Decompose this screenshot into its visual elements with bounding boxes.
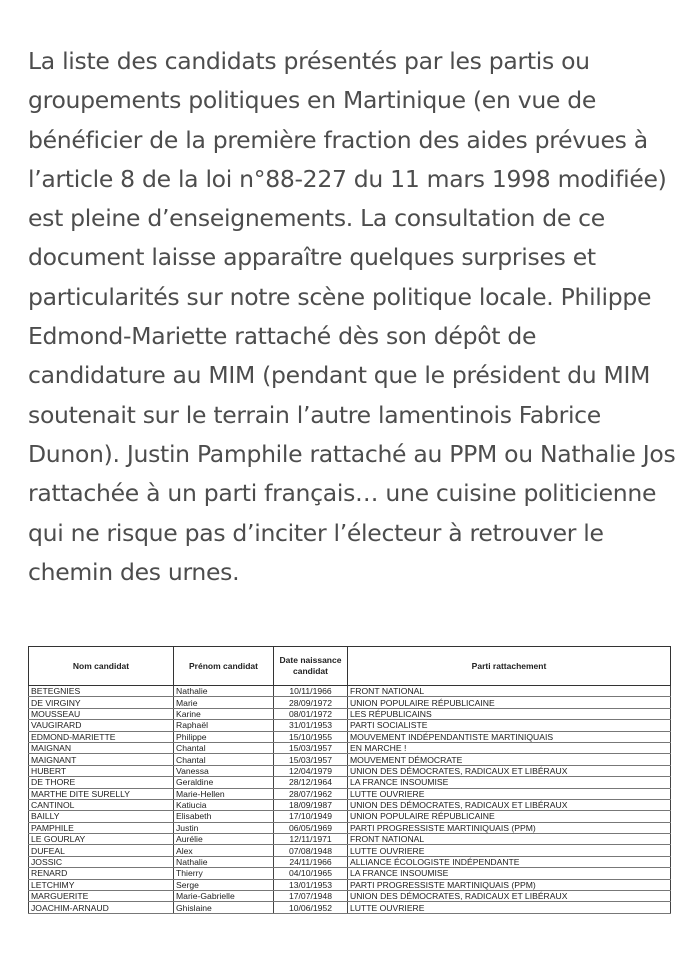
cell-prenom: Serge — [174, 879, 274, 890]
table-row — [29, 822, 671, 833]
cell-prenom: Marie-Hellen — [174, 788, 274, 799]
cell-parti: UNION DES DÉMOCRATES, RADICAUX ET LIBÉRAUX — [348, 891, 671, 902]
table-row — [29, 731, 671, 742]
cell-parti: LUTTE OUVRIERE — [348, 845, 671, 856]
cell-date: 15/03/1957 — [274, 742, 348, 753]
table-row — [29, 788, 671, 799]
table-row — [29, 754, 671, 765]
cell-nom: EDMOND-MARIETTE — [29, 731, 174, 742]
cell-nom: LETCHIMY — [29, 879, 174, 890]
cell-nom: HUBERT — [29, 765, 174, 776]
cell-nom: MARGUERITE — [29, 891, 174, 902]
cell-parti: LES RÉPUBLICAINS — [348, 708, 671, 719]
cell-nom: VAUGIRARD — [29, 720, 174, 731]
table-row — [29, 845, 671, 856]
cell-prenom: Aurélie — [174, 834, 274, 845]
table-row — [29, 720, 671, 731]
cell-nom: BAILLY — [29, 811, 174, 822]
cell-date: 12/04/1979 — [274, 765, 348, 776]
cell-date: 10/06/1952 — [274, 902, 348, 913]
cell-parti: LA FRANCE INSOUMISE — [348, 777, 671, 788]
cell-parti: PARTI PROGRESSISTE MARTINIQUAIS (PPM) — [348, 879, 671, 890]
table-header-row — [29, 647, 671, 686]
cell-nom: RENARD — [29, 868, 174, 879]
cell-date: 06/05/1969 — [274, 822, 348, 833]
cell-prenom: Vanessa — [174, 765, 274, 776]
cell-prenom: Alex — [174, 845, 274, 856]
cell-prenom: Thierry — [174, 868, 274, 879]
cell-nom: LE GOURLAY — [29, 834, 174, 845]
cell-date: 15/03/1957 — [274, 754, 348, 765]
table-row — [29, 777, 671, 788]
cell-parti: LUTTE OUVRIERE — [348, 902, 671, 913]
cell-prenom: Elisabeth — [174, 811, 274, 822]
table-row — [29, 742, 671, 753]
cell-parti: PARTI SOCIALISTE — [348, 720, 671, 731]
cell-prenom: Justin — [174, 822, 274, 833]
cell-nom: MAIGNANT — [29, 754, 174, 765]
header-nom: Nom candidat — [29, 647, 174, 686]
cell-nom: MAIGNAN — [29, 742, 174, 753]
cell-prenom: Ghislaine — [174, 902, 274, 913]
cell-parti: MOUVEMENT DÉMOCRATE — [348, 754, 671, 765]
table-body — [29, 686, 671, 914]
cell-date: 28/09/1972 — [274, 697, 348, 708]
cell-parti: PARTI PROGRESSISTE MARTINIQUAIS (PPM) — [348, 822, 671, 833]
candidates-table-image — [28, 646, 670, 914]
cell-date: 12/11/1971 — [274, 834, 348, 845]
cell-date: 17/10/1949 — [274, 811, 348, 822]
cell-prenom: Marie-Gabrielle — [174, 891, 274, 902]
cell-parti: FRONT NATIONAL — [348, 686, 671, 697]
cell-prenom: Karine — [174, 708, 274, 719]
table-row — [29, 697, 671, 708]
cell-nom: JOSSIC — [29, 856, 174, 867]
article-text — [28, 42, 678, 592]
table-row — [29, 686, 671, 697]
cell-date: 08/01/1972 — [274, 708, 348, 719]
cell-parti: LUTTE OUVRIERE — [348, 788, 671, 799]
cell-nom: BETEGNIES — [29, 686, 174, 697]
cell-parti: EN MARCHE ! — [348, 742, 671, 753]
cell-nom: MARTHE DITE SURELLY — [29, 788, 174, 799]
header-prenom: Prénom candidat — [174, 647, 274, 686]
cell-date: 28/12/1964 — [274, 777, 348, 788]
cell-prenom: Philippe — [174, 731, 274, 742]
cell-date: 15/10/1955 — [274, 731, 348, 742]
cell-prenom: Raphaël — [174, 720, 274, 731]
cell-parti: UNION POPULAIRE RÉPUBLICAINE — [348, 697, 671, 708]
candidates-table — [28, 646, 671, 914]
cell-date: 04/10/1965 — [274, 868, 348, 879]
cell-prenom: Chantal — [174, 742, 274, 753]
table-row — [29, 891, 671, 902]
cell-date: 31/01/1953 — [274, 720, 348, 731]
table-row — [29, 811, 671, 822]
cell-date: 18/09/1987 — [274, 799, 348, 810]
cell-prenom: Marie — [174, 697, 274, 708]
table-row — [29, 708, 671, 719]
article-paragraph: La liste des candidats présentés par les partis ou groupements politiques en Martinique (en vue de bénéficier de la première fraction des aides prévues à l’article 8 de la loi n°88-227 du 11 mars 1998 modifiée) est pleine d’enseignements. La consultation de ce document laisse apparaître quelques surprises et particularités sur notre scène politique locale. Philippe Edmond-Mariette rattaché dès son dépôt de candidature au MIM (pendant que le président du MIM soutenait sur le terrain l’autre lamentinois Fabrice Dunon). Justin Pamphile rattaché au PPM ou Nathalie Jos rattachée à un parti français… une cuisine politicienne qui ne risque pas d’inciter l’électeur à retrouver le chemin des urnes. — [28, 47, 676, 586]
table-row — [29, 879, 671, 890]
table-row — [29, 834, 671, 845]
cell-parti: UNION POPULAIRE RÉPUBLICAINE — [348, 811, 671, 822]
cell-parti: UNION DES DÉMOCRATES, RADICAUX ET LIBÉRAUX — [348, 765, 671, 776]
cell-date: 28/07/1962 — [274, 788, 348, 799]
table-row — [29, 856, 671, 867]
table-row — [29, 902, 671, 913]
cell-nom: MOUSSEAU — [29, 708, 174, 719]
cell-date: 24/11/1966 — [274, 856, 348, 867]
cell-prenom: Katiucia — [174, 799, 274, 810]
cell-nom: CANTINOL — [29, 799, 174, 810]
table-row — [29, 765, 671, 776]
cell-prenom: Nathalie — [174, 686, 274, 697]
cell-prenom: Nathalie — [174, 856, 274, 867]
header-parti: Parti rattachement — [348, 647, 671, 686]
cell-parti: FRONT NATIONAL — [348, 834, 671, 845]
cell-date: 17/07/1948 — [274, 891, 348, 902]
cell-parti: UNION DES DÉMOCRATES, RADICAUX ET LIBÉRAUX — [348, 799, 671, 810]
cell-prenom: Geraldine — [174, 777, 274, 788]
cell-parti: LA FRANCE INSOUMISE — [348, 868, 671, 879]
table-row — [29, 868, 671, 879]
cell-nom: PAMPHILE — [29, 822, 174, 833]
header-date: Date naissance candidat — [274, 647, 348, 686]
cell-nom: DE THORE — [29, 777, 174, 788]
cell-nom: JOACHIM-ARNAUD — [29, 902, 174, 913]
cell-prenom: Chantal — [174, 754, 274, 765]
cell-date: 13/01/1953 — [274, 879, 348, 890]
cell-parti: ALLIANCE ÉCOLOGISTE INDÉPENDANTE — [348, 856, 671, 867]
cell-nom: DUFEAL — [29, 845, 174, 856]
table-row — [29, 799, 671, 810]
cell-date: 07/08/1948 — [274, 845, 348, 856]
cell-date: 10/11/1966 — [274, 686, 348, 697]
cell-parti: MOUVEMENT INDÉPENDANTISTE MARTINIQUAIS — [348, 731, 671, 742]
cell-nom: DE VIRGINY — [29, 697, 174, 708]
